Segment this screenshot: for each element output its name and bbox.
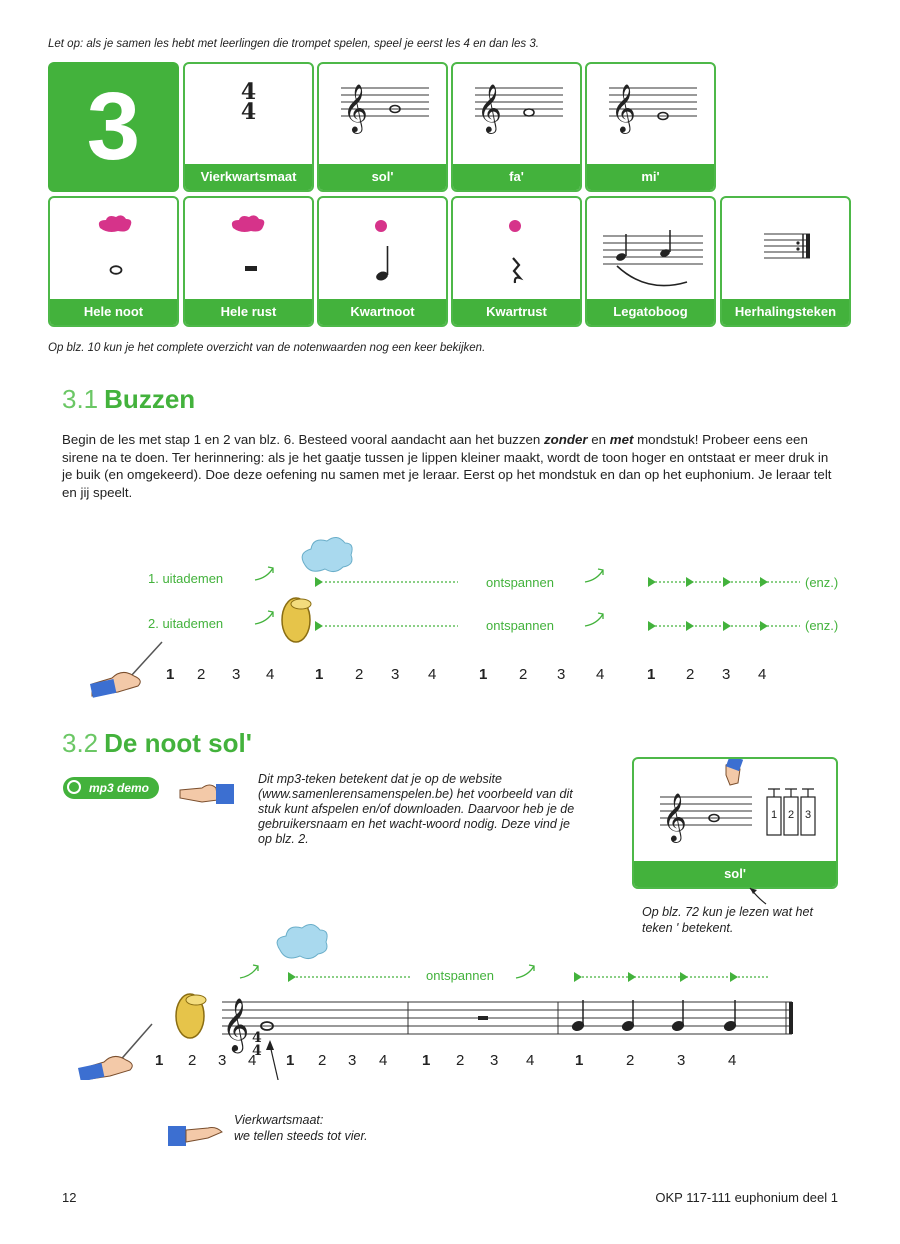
card-hele-noot xyxy=(48,196,179,327)
play-icon xyxy=(67,780,81,794)
count-number: 4 xyxy=(758,666,767,683)
count-number: 2 xyxy=(197,666,206,683)
staff-fa-symbol xyxy=(453,64,582,168)
count-number: 2 xyxy=(456,1052,465,1069)
valve-label: 1 xyxy=(770,809,778,821)
count-number: 1 xyxy=(315,666,324,683)
card-fa xyxy=(451,62,582,192)
mp3-explanation: Dit mp3-teken betekent dat je op de website (www.samenlerensamenspelen.be) het voorbeeld van dit stuk kunt afspelen en/of downloaden. Daarvoor heb je de gebruikersnaam en het wacht-woord nodig. Deze vind je op blz. 2. xyxy=(258,772,575,846)
count-number: 4 xyxy=(526,1052,535,1069)
card-label: mi' xyxy=(587,164,714,190)
card-vierkwartsmaat xyxy=(183,62,314,192)
count-number: 1 xyxy=(479,666,488,683)
card-label: sol' xyxy=(319,164,446,190)
card-kwartnoot xyxy=(317,196,448,327)
count-number: 2 xyxy=(686,666,695,683)
page-number: 12 xyxy=(62,1190,77,1205)
count-number: 1 xyxy=(155,1052,164,1069)
quarter-rest-symbol xyxy=(453,198,582,302)
enz-label: (enz.) xyxy=(805,575,839,590)
breath-arrow xyxy=(255,568,273,580)
count-number: 3 xyxy=(722,666,731,683)
card-label: sol' xyxy=(634,861,836,887)
card-mi xyxy=(585,62,716,192)
section-heading-de-noot-sol: 3.2 De noot sol' xyxy=(62,728,252,758)
conductor-hand-icon xyxy=(78,1024,152,1080)
count-number: 4 xyxy=(728,1052,737,1069)
count-number: 1 xyxy=(647,666,656,683)
count-number: 4 xyxy=(266,666,275,683)
top-note: Let op: als je samen les hebt met leerlingen die trompet spelen, speel je eerst les 4 en dan les 3. xyxy=(48,38,539,50)
whole-note-symbol xyxy=(50,198,179,302)
card-sol-fingering xyxy=(632,757,838,889)
count-number: 2 xyxy=(626,1052,635,1069)
count-number: 4 xyxy=(248,1052,257,1069)
count-number: 2 xyxy=(318,1052,327,1069)
pointing-hand-icon xyxy=(166,1120,226,1150)
count-number: 3 xyxy=(677,1052,686,1069)
valve-label: 2 xyxy=(787,809,795,821)
svg-text:𝄞: 𝄞 xyxy=(662,792,687,841)
count-number: 3 xyxy=(232,666,241,683)
count-number: 1 xyxy=(166,666,175,683)
svg-text:𝄞: 𝄞 xyxy=(477,83,502,132)
sol-exercise-staff xyxy=(0,920,900,1080)
section-heading-buzzen: 3.1 Buzzen xyxy=(62,384,196,414)
card-sol xyxy=(317,62,448,192)
card-label: Hele rust xyxy=(185,299,312,325)
legato-slur-symbol xyxy=(587,198,716,302)
valve-label: 3 xyxy=(804,809,812,821)
count-number: 3 xyxy=(218,1052,227,1069)
ontspannen-label: ontspannen xyxy=(426,968,494,983)
uitademen-label-2: 2. uitademen xyxy=(148,616,224,631)
card-label: fa' xyxy=(453,164,580,190)
euphonium-icon xyxy=(282,598,311,642)
breath-cloud-icon xyxy=(302,537,352,571)
uitademen-label-1: 1. uitademen xyxy=(148,571,224,586)
count-number: 3 xyxy=(391,666,400,683)
buzzen-paragraph: Begin de les met stap 1 en 2 van blz. 6. Besteed vooral aandacht aan het buzzen zonder en met mondstuk! Probeer eens een sirene na te doen. Ter herinnering: als je het gaatje tussen je lippen kleiner maakt, wordt de toon hoger en ontstaat er meer druk in je buik (en omgekeerd). Doe deze oefening nu samen met je leraar. Eerst op het mondstuk en dan op het euphonium. Je leraar telt en jij speelt. xyxy=(62,432,832,500)
svg-text:𝄞: 𝄞 xyxy=(343,83,368,132)
count-number: 3 xyxy=(557,666,566,683)
card-label: Kwartrust xyxy=(453,299,580,325)
euphonium-icon xyxy=(176,994,206,1038)
count-number: 1 xyxy=(575,1052,584,1069)
quarter-note-symbol xyxy=(319,198,448,302)
overview-note: Op blz. 10 kun je het complete overzicht van de notenwaarden nog een keer bekijken. xyxy=(48,342,486,354)
count-number: 4 xyxy=(379,1052,388,1069)
pointing-hand-icon xyxy=(178,780,238,810)
mp3-label: mp3 demo xyxy=(89,781,150,795)
card-label: Herhalingsteken xyxy=(722,299,849,325)
card-note: Op blz. 72 kun je lezen wat het teken ' betekent. xyxy=(642,905,813,935)
lesson-number-badge: 3 xyxy=(48,62,179,192)
count-number: 3 xyxy=(348,1052,357,1069)
count-number: 2 xyxy=(355,666,364,683)
card-label: Legatoboog xyxy=(587,299,714,325)
time-signature-symbol: 4 4 xyxy=(240,79,257,125)
footer-code: OKP 117-111 euphonium deel 1 xyxy=(655,1190,838,1205)
vierkwartsmaat-note: Vierkwartsmaat: we tellen steeds tot vier. xyxy=(234,1113,368,1143)
time-signature: 4 4 xyxy=(252,1030,262,1059)
count-number: 4 xyxy=(596,666,605,683)
conductor-hand-icon xyxy=(90,642,162,698)
card-legatoboog xyxy=(585,196,716,327)
count-number: 3 xyxy=(490,1052,499,1069)
breath-arrow xyxy=(255,612,273,624)
count-number: 1 xyxy=(286,1052,295,1069)
card-label: Vierkwartsmaat xyxy=(185,164,312,190)
enz-label: (enz.) xyxy=(805,618,839,633)
ontspannen-label: ontspannen xyxy=(486,618,554,633)
breath-cloud-icon xyxy=(277,924,327,958)
svg-text:𝄞: 𝄞 xyxy=(222,997,250,1051)
card-herhalingsteken xyxy=(720,196,851,327)
svg-text:𝄞: 𝄞 xyxy=(611,83,636,132)
count-number: 2 xyxy=(519,666,528,683)
staff-sol-symbol xyxy=(319,64,448,168)
ontspannen-label: ontspannen xyxy=(486,575,554,590)
count-number: 1 xyxy=(422,1052,431,1069)
card-label: Kwartnoot xyxy=(319,299,446,325)
staff-mi-symbol xyxy=(587,64,716,168)
card-hele-rust xyxy=(183,196,314,327)
repeat-sign-symbol xyxy=(722,198,851,302)
count-number: 2 xyxy=(188,1052,197,1069)
card-label: Hele noot xyxy=(50,299,177,325)
mp3-demo-button[interactable] xyxy=(63,777,159,799)
whole-rest-symbol xyxy=(185,198,314,302)
count-number: 4 xyxy=(428,666,437,683)
card-kwartrust xyxy=(451,196,582,327)
